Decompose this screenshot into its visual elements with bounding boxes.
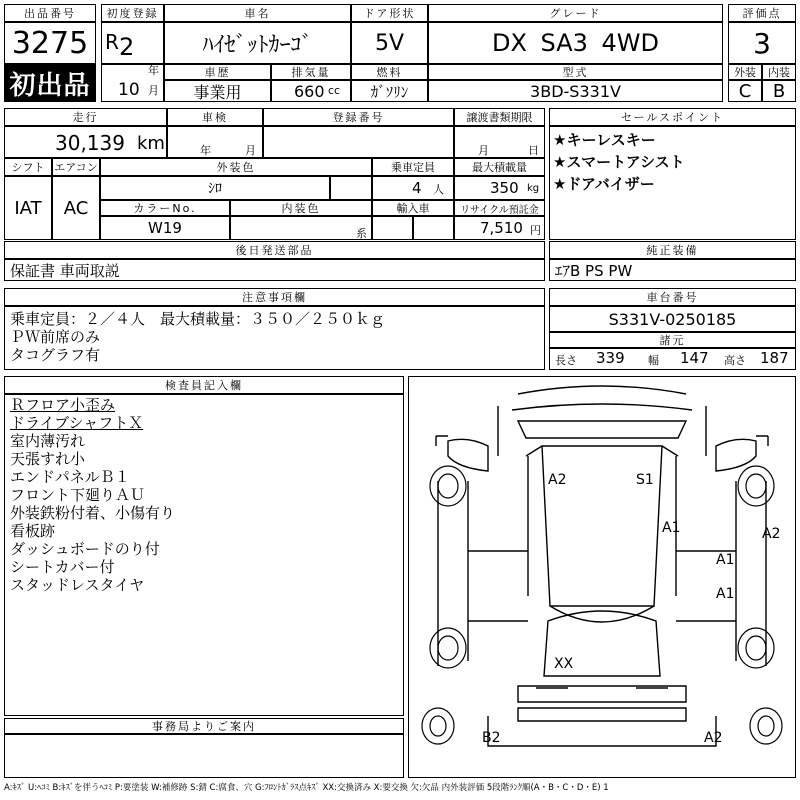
grade: DX SA3 4WD — [491, 29, 660, 57]
left-mirror — [448, 439, 488, 471]
windshield-grille — [518, 421, 686, 438]
legend: A:ｷｽﾞ U:ﾍｺﾐ B:ｷｽﾞを伴うﾍｺﾐ P:要塗装 W:補修跡 S:錆 C:腐食、穴 G:ﾌﾛﾝﾄｶﾞﾗｽ点ｷｽﾞ XX:交換済み X:要交換 欠:欠品 内外装評価 5段階ﾗﾝｸ順(A・B・C・D・E) 1 — [4, 783, 609, 793]
damage-mark: A1 — [662, 520, 681, 536]
interior-color-cell — [230, 216, 372, 240]
color-number-label: カラーNo. — [100, 200, 230, 216]
damage-mark: S1 — [636, 472, 654, 488]
office-box — [4, 734, 404, 778]
max-load-label: 最大積載量 — [454, 158, 545, 176]
fuel-label: 燃料 — [351, 64, 428, 80]
damage-mark: A1 — [716, 552, 735, 568]
damage-mark: A2 — [762, 526, 781, 542]
width: 147 — [680, 349, 709, 367]
selling-points-list — [553, 129, 685, 195]
height: 187 — [760, 349, 789, 367]
mileage-unit: km — [137, 132, 165, 154]
exterior-color: ｼﾛ — [208, 181, 222, 197]
inspector-line: 外装鉄粉付着、小傷有り — [10, 504, 176, 522]
import-cell-right — [413, 216, 454, 240]
selling-point-item: ★スマートアシスト — [553, 153, 685, 171]
capacity-unit: 人 — [433, 183, 444, 196]
interior-grade-label: 内装 — [762, 64, 796, 80]
inspector-line: シートカバー付 — [10, 558, 115, 576]
year-unit: 年 — [148, 64, 159, 77]
inspector-line: スタッドレスタイヤ — [10, 576, 145, 594]
lot-number-label: 出品番号 — [4, 4, 96, 22]
inspector-line: 看板跡 — [10, 522, 56, 540]
interior-grade: B — [772, 80, 786, 102]
notes-label: 注意事項欄 — [4, 288, 545, 306]
transfer-deadline-label: 譲渡書類期限 — [454, 108, 545, 126]
notes-line: タコグラフ有 — [10, 346, 101, 364]
capacity-label: 乗車定員 — [372, 158, 454, 176]
capacity: 4 — [412, 179, 422, 197]
registration-number-label: 登録番号 — [263, 108, 454, 126]
first-listing-badge: 初出品 — [4, 64, 96, 102]
genuine-equipment-label: 純正装備 — [549, 241, 796, 259]
interior-color-label: 内装色 — [230, 200, 372, 216]
notes-line: ＰＷ前席のみ — [10, 328, 101, 346]
dimensions-label: 諸元 — [549, 332, 796, 348]
chassis-number: S331V-0250185 — [608, 309, 737, 329]
door-type: 5V — [374, 30, 405, 56]
shift-label: シフト — [4, 158, 52, 176]
damage-mark: A1 — [716, 586, 735, 602]
door-type-label: ドア形状 — [351, 4, 428, 22]
body-sides — [468, 481, 736, 661]
first-registration-label: 初度登録 — [101, 4, 164, 22]
width-label: 幅 — [648, 354, 659, 367]
later-parts-label: 後日発送部品 — [4, 241, 545, 259]
inspector-label: 検査員記入欄 — [4, 376, 404, 394]
roof-outline — [542, 446, 662, 606]
model: 3BD-S331V — [530, 81, 621, 101]
score: 3 — [753, 26, 771, 60]
selling-point-item: ★キーレスキー — [553, 131, 656, 149]
recycle-unit: 円 — [530, 224, 541, 237]
height-label: 高さ — [724, 354, 746, 367]
chassis-number-label: 車台番号 — [549, 288, 796, 306]
displacement-unit: cc — [328, 84, 341, 97]
selling-point-item: ★ドアバイザー — [553, 175, 655, 193]
month: 10 — [118, 80, 140, 100]
front-outline — [498, 406, 706, 456]
transfer-day-unit: 日 — [528, 144, 539, 157]
damage-mark: XX — [554, 656, 574, 672]
inspector-line: Ｒフロア小歪み — [10, 396, 116, 414]
fuel: ｶﾞｿﾘﾝ — [370, 82, 409, 101]
dimensions-cell — [549, 348, 796, 370]
color-number: W19 — [148, 219, 182, 237]
inspection-label: 車検 — [167, 108, 263, 126]
recycle-label: リサイクル預託金 — [454, 200, 545, 216]
right-mirror — [716, 439, 756, 471]
exterior-color-extra-cell — [330, 176, 372, 200]
selling-points-label: セールスポイント — [549, 108, 796, 126]
notes-list — [10, 310, 385, 364]
notes-line: 乗車定員：２／４人 最大積載量：３５０／２５０ｋｇ — [10, 310, 386, 328]
mileage-label: 走行 — [4, 108, 167, 126]
length: 339 — [596, 349, 625, 367]
inspector-line: ダッシュボードのり付 — [10, 540, 160, 558]
inspection-year-unit: 年 — [200, 144, 211, 157]
later-parts: 保証書 車両取説 — [10, 261, 120, 280]
displacement-label: 排気量 — [271, 64, 351, 80]
office-label: 事務局よりご案内 — [4, 718, 404, 734]
damage-mark: A2 — [704, 730, 723, 746]
inspector-line: ドライブシャフトＸ — [10, 414, 144, 432]
inspector-line: 天張すれ小 — [10, 450, 86, 468]
grade-label: グレード — [428, 4, 723, 22]
era-letter: R — [105, 30, 119, 54]
aircon: AC — [63, 197, 89, 219]
aircon-label: エアコン — [52, 158, 100, 176]
front-bumper-outline — [518, 386, 686, 394]
exterior-color-label: 外装色 — [100, 158, 372, 176]
history: 事業用 — [193, 82, 242, 102]
inspector-line: 室内薄汚れ — [10, 432, 86, 450]
registration-number-cell — [263, 126, 454, 158]
mileage: 30,139 — [55, 131, 125, 155]
car-name: ﾊｲｾﾞｯﾄｶｰｺﾞ — [202, 32, 313, 58]
score-label: 評価点 — [728, 4, 796, 22]
max-load-unit: kg — [527, 183, 540, 194]
length-label: 長さ — [555, 354, 577, 367]
genuine-equipment: ｴｱB PS PW — [555, 261, 633, 280]
import-label: 輸入車 — [372, 200, 454, 216]
car-diagram — [408, 376, 796, 778]
transfer-month-unit: 月 — [478, 144, 489, 157]
import-cell-left — [372, 216, 413, 240]
shift: IAT — [14, 197, 42, 219]
inspector-list — [10, 396, 175, 594]
inspection-month-unit: 月 — [245, 144, 256, 157]
inspector-line: エンドパネルＢ１ — [10, 468, 130, 486]
interior-color-suffix: 系 — [356, 227, 367, 240]
damage-mark: A2 — [548, 472, 567, 488]
model-label: 型式 — [428, 64, 723, 80]
era-year: 2 — [119, 33, 135, 61]
history-label: 車歴 — [164, 64, 271, 80]
damage-mark: B2 — [482, 730, 501, 746]
exterior-grade-label: 外装 — [728, 64, 762, 80]
displacement: 660 — [294, 81, 325, 101]
recycle-amount: 7,510 — [480, 219, 523, 237]
month-unit: 月 — [148, 84, 159, 97]
car-name-label: 車名 — [164, 4, 351, 22]
inspector-line: フロント下廻りＡＵ — [10, 486, 146, 504]
exterior-grade: C — [738, 80, 752, 102]
lot-number: 3275 — [11, 25, 89, 61]
max-load: 350 — [490, 179, 519, 197]
